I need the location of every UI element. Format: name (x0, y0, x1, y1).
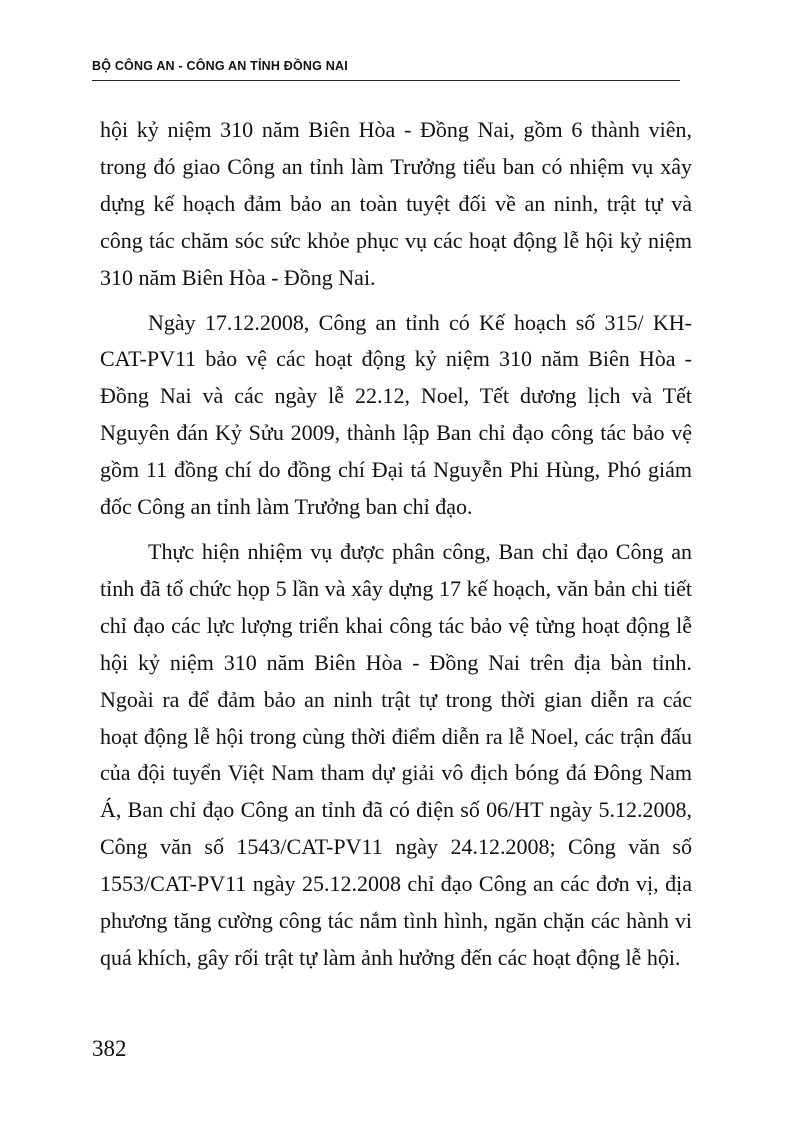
paragraph: Thực hiện nhiệm vụ được phân công, Ban chỉ đạo Công an tỉnh đã tổ chức họp 5 lần và xây dựng 17 kế hoạch, văn bản chi tiết chỉ đạo các lực lượng triển khai công tác bảo vệ từng hoạt động lễ hội kỷ niệm 310 năm Biên Hòa - Đồng Nai trên địa bàn tỉnh. Ngoài ra để đảm bảo an ninh trật tự trong thời gian diễn ra các hoạt động lễ hội trong cùng thời điểm diễn ra lễ Noel, các trận đấu của đội tuyển Việt Nam tham dự giải vô địch bóng đá Đông Nam Á, Ban chỉ đạo Công an tỉnh đã có điện số 06/HT ngày 5.12.2008, Công văn số 1543/CAT-PV11 ngày 24.12.2008; Công văn số 1553/CAT-PV11 ngày 25.12.2008 chỉ đạo Công an các đơn vị, địa phương tăng cường công tác nắm tình hình, ngăn chặn các hành vi quá khích, gây rối trật tự làm ảnh hưởng đến các hoạt động lễ hội. (100, 538, 692, 970)
paragraph-continuation: hội kỷ niệm 310 năm Biên Hòa - Đồng Nai, gồm 6 thành viên, trong đó giao Công an tỉnh làm Trưởng tiểu ban có nhiệm vụ xây dựng kế hoạch đảm bảo an toàn tuyệt đối về an ninh, trật tự và công tác chăm sóc sức khỏe phục vụ các hoạt động lễ hội kỷ niệm 310 năm Biên Hòa - Đồng Nai. (100, 117, 692, 290)
header-divider (92, 80, 680, 81)
page-number: 382 (92, 1036, 127, 1061)
paragraph: Ngày 17.12.2008, Công an tỉnh có Kế hoạch số 315/ KH-CAT-PV11 bảo vệ các hoạt động kỷ niệm 310 năm Biên Hòa - Đồng Nai và các ngày lễ 22.12, Noel, Tết dương lịch và Tết Nguyên đán Kỷ Sửu 2009, thành lập Ban chỉ đạo công tác bảo vệ gồm 11 đồng chí do đồng chí Đại tá Nguyễn Phi Hùng, Phó giám đốc Công an tỉnh làm Trưởng ban chỉ đạo. (100, 309, 692, 520)
page-body (100, 112, 692, 977)
running-header: BỘ CÔNG AN - CÔNG AN TỈNH ĐỒNG NAI (92, 59, 348, 73)
